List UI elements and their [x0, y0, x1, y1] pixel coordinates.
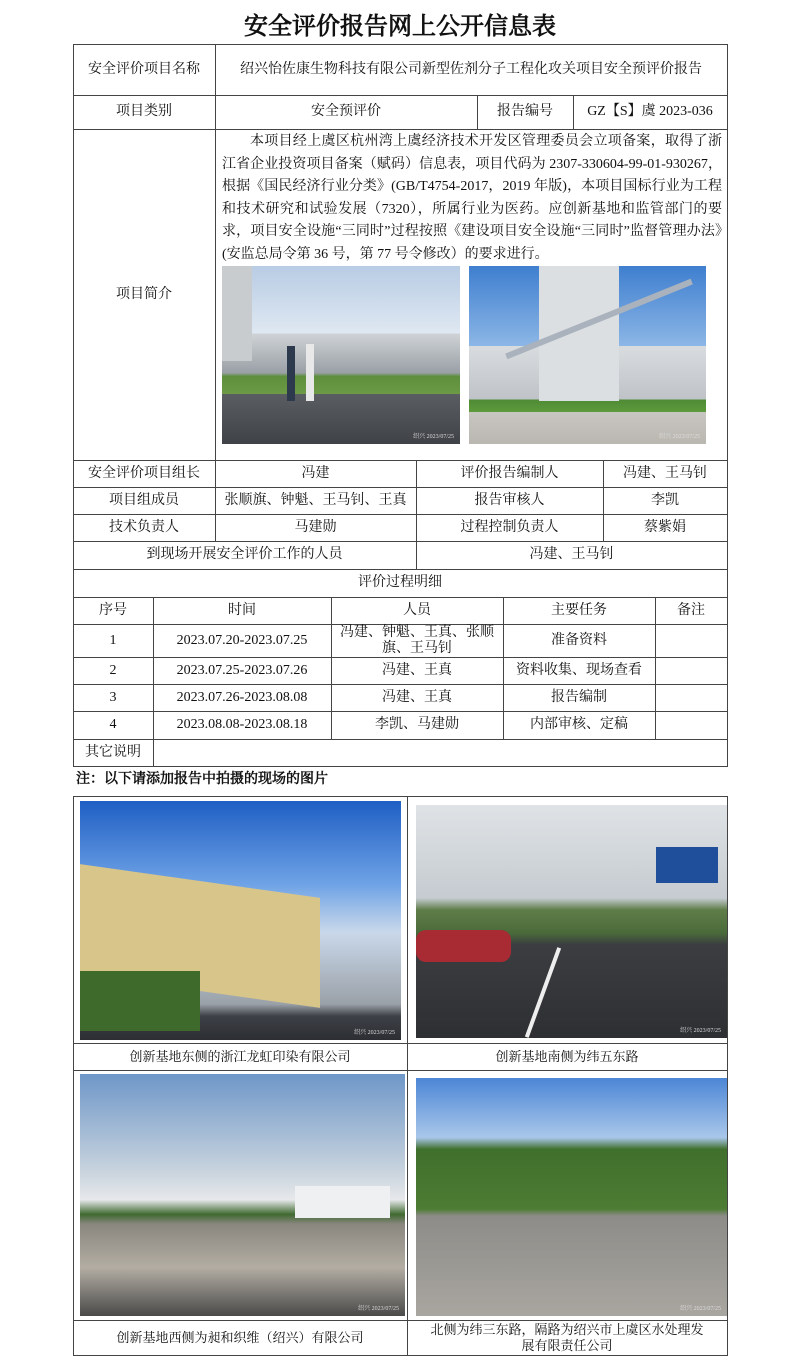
col-header: 序号	[73, 597, 154, 625]
road-sign	[656, 847, 718, 883]
report-no: GZ【S】虞 2023-036	[573, 95, 728, 130]
photo-caption: 创新基地南侧为纬五东路	[407, 1043, 728, 1071]
person	[306, 344, 314, 401]
row-time: 2023.08.08-2023.08.18	[153, 711, 332, 740]
photo-watermark: 绍兴 2023/07/25	[354, 1030, 395, 1036]
photo-watermark: 绍兴 2023/07/25	[680, 1028, 721, 1034]
page-title: 安全评价报告网上公开信息表	[244, 14, 556, 40]
site-photo-6	[416, 1078, 727, 1316]
site-photo-1	[222, 266, 460, 444]
col-header: 时间	[153, 597, 332, 625]
reviewer: 李凯	[603, 487, 728, 515]
site-photo-2	[469, 266, 706, 444]
row-time: 2023.07.20-2023.07.25	[153, 624, 332, 658]
intro-label: 项目简介	[73, 129, 216, 461]
reviewer-label: 报告审核人	[416, 487, 604, 515]
other-value	[153, 739, 728, 767]
site-photo-4	[416, 805, 727, 1038]
category: 安全预评价	[215, 95, 478, 130]
members-label: 项目组成员	[73, 487, 216, 515]
row-staff: 李凯、马建勋	[331, 711, 504, 740]
gate-wall	[295, 1186, 390, 1218]
process-label: 过程控制负责人	[416, 514, 604, 542]
row-task: 资料收集、现场查看	[503, 657, 656, 685]
building	[222, 266, 252, 361]
row-remark	[655, 657, 728, 685]
row-time: 2023.07.26-2023.08.08	[153, 684, 332, 712]
photo-watermark: 绍兴 2023/07/25	[413, 434, 454, 440]
photo-watermark: 绍兴 2023/07/25	[358, 1306, 399, 1312]
other-label: 其它说明	[73, 739, 154, 767]
row-remark	[655, 624, 728, 658]
row-no: 1	[73, 624, 154, 658]
row-no: 2	[73, 657, 154, 685]
photo-watermark: 绍兴 2023/07/25	[680, 1306, 721, 1312]
row-task: 报告编制	[503, 684, 656, 712]
row-staff: 冯建、王真	[331, 684, 504, 712]
onsite-label: 到现场开展安全评价工作的人员	[73, 541, 417, 570]
row-no: 3	[73, 684, 154, 712]
row-remark	[655, 711, 728, 740]
photo-caption: 创新基地西侧为昶和织维（绍兴）有限公司	[73, 1320, 408, 1356]
project-name-label: 安全评价项目名称	[73, 44, 216, 96]
row-task: 准备资料	[503, 624, 656, 658]
photo-watermark: 绍兴 2023/07/25	[659, 434, 700, 440]
author: 冯建、王马钊	[603, 460, 728, 488]
tech-label: 技术负责人	[73, 514, 216, 542]
author-label: 评价报告编制人	[416, 460, 604, 488]
col-header: 主要任务	[503, 597, 656, 625]
category-label: 项目类别	[73, 95, 216, 130]
row-task: 内部审核、定稿	[503, 711, 656, 740]
lane-line	[525, 947, 561, 1038]
site-photo-5	[80, 1074, 405, 1316]
building	[539, 266, 619, 401]
person	[287, 346, 295, 401]
trees	[80, 971, 200, 1031]
process-detail-title: 评价过程明细	[73, 569, 728, 598]
project-name: 绍兴怡佐康生物科技有限公司新型佐剂分子工程化攻关项目安全预评价报告	[215, 44, 728, 96]
col-header: 人员	[331, 597, 504, 625]
members: 张顺旗、钟魁、王马钊、王真	[215, 487, 417, 515]
car	[416, 930, 511, 962]
photo-note: 注：以下请添加报告中拍摄的现场的图片	[76, 772, 328, 787]
leader-label: 安全评价项目组长	[73, 460, 216, 488]
site-photo-3	[80, 801, 401, 1040]
intro-text: 本项目经上虞区杭州湾上虞经济技术开发区管理委员会立项备案，取得了浙江省企业投资项目备案（赋码）信息表，项目代码为 2307-330604-99-01-930267，根据《国民经济行业分类》(GB/T4754-2017，2019 年版)，本项目国标行业为工程和技术研究和试验发展（7320），所属行业为医药。应创新基地和监管部门的要求，项目安全设施“三同时”过程按照《建设项目安全设施“三同时”监督管理办法》(安监总局令第 36 号，第 77 号令修改）的要求进行。	[222, 134, 722, 262]
row-no: 4	[73, 711, 154, 740]
leader: 冯建	[215, 460, 417, 488]
row-remark	[655, 684, 728, 712]
report-no-label: 报告编号	[477, 95, 574, 130]
row-staff: 冯建、钟魁、王真、张顺旗、王马钊	[331, 624, 504, 658]
col-header: 备注	[655, 597, 728, 625]
row-staff: 冯建、王真	[331, 657, 504, 685]
photo-caption: 北侧为纬三东路，隔路为绍兴市上虞区水处理发展有限责任公司	[407, 1320, 728, 1356]
row-time: 2023.07.25-2023.07.26	[153, 657, 332, 685]
photo-caption: 创新基地东侧的浙江龙虹印染有限公司	[73, 1043, 408, 1071]
tech: 马建勋	[215, 514, 417, 542]
process: 蔡紫娟	[603, 514, 728, 542]
onsite: 冯建、王马钊	[416, 541, 728, 570]
